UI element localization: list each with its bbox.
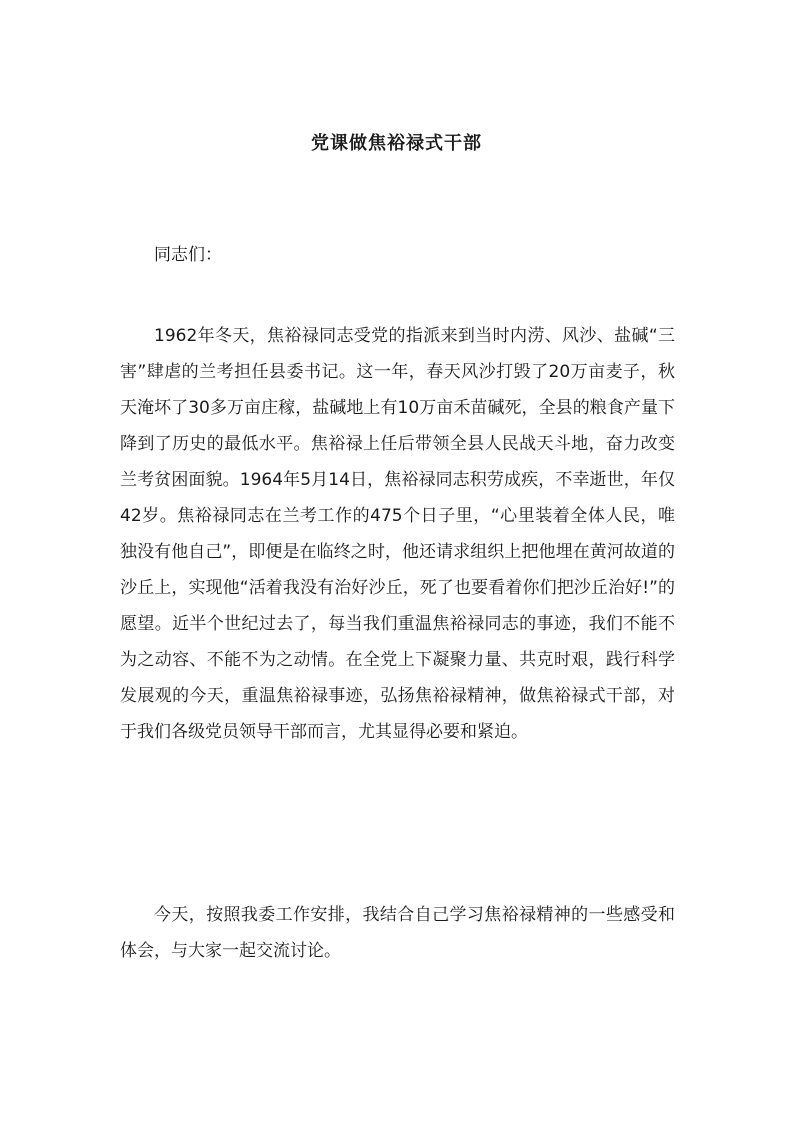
body-paragraph-1: 1962年冬天，焦裕禄同志受党的指派来到当时内涝、风沙、盐碱“三害”肆虐的兰考担任县委书记。这一年，春天风沙打毁了20万亩麦子，秋天淹坏了30多万亩庄稼，盐碱地上有10万亩禾苗碱死，全县的粮食产量下降到了历史的最低水平。焦裕禄上任后带领全县人民战天斗地，奋力改变兰考贫困面貌。1964年5月14日，焦裕禄同志积劳成疾，不幸逝世，年仅42岁。焦裕禄同志在兰考工作的475个日子里，“心里装着全体人民，唯独没有他自己”，即便是在临终之时，他还请求组织上把他埋在黄河故道的沙丘上，实现他“活着我没有治好沙丘，死了也要看着你们把沙丘治好!”的愿望。近半个世纪过去了，每当我们重温焦裕禄同志的事迹，我们不能不为之动容、不能不为之动情。在全党上下凝聚力量、共克时艰，践行科学发展观的今天，重温焦裕禄事迹，弘扬焦裕禄精神，做焦裕禄式干部，对于我们各级党员领导干部而言，尤其显得必要和紧迫。 [120,326,675,742]
body-paragraph-2: 今天，按照我委工作安排，我结合自己学习焦裕禄精神的一些感受和体会，与大家一起交流讨论。 [120,905,675,961]
document-title: 党课做焦裕禄式干部 [311,133,482,154]
greeting-paragraph: 同志们： [154,245,222,265]
